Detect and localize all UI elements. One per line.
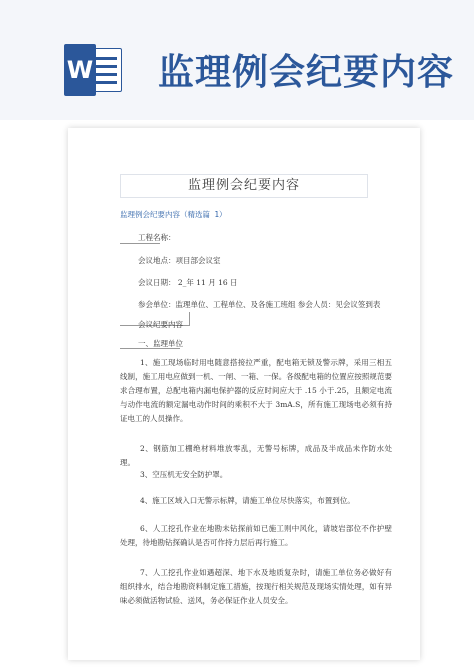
document-subtitle: 监理例会纪要内容（精选篇 1）	[120, 210, 227, 219]
header-banner	[0, 0, 474, 120]
item-4: 4、施工区域入口无警示标牌，请施工单位尽快落实，布置到位。	[140, 496, 355, 505]
section-one-heading: 一、监理单位	[138, 339, 183, 348]
item-1: 1、施工现场临时用电随意搭接拉严重，配电箱无锁及警示牌，采用三相五线制，施工用电应做到一机、一闸、一箱、一保。各级配电箱的位置应按照规范要求合理布置，总配电箱内漏电保护器的反应时间应大于 .15 小于.25，且额定电流与动作电流的额定漏电动作时间的乘积不大于 3mA.S，所有施工现场电必须有持证电工的人员操作。	[120, 358, 392, 423]
word-icon-letter: W	[64, 44, 96, 96]
meeting-date: 会议日期： 2_年 11 月 16 日	[138, 278, 238, 287]
project-name-underline	[120, 243, 160, 244]
meeting-participants: 参会单位：监理单位、工程单位、及各施工班组 参会人员：见会议签到表	[138, 300, 381, 309]
document-title: 监理例会纪要内容	[120, 174, 368, 198]
minutes-heading: 会议纪要内容	[138, 320, 183, 329]
word-document-icon	[64, 44, 126, 96]
project-name-field: 工程名称：	[138, 233, 176, 242]
document-page	[68, 128, 420, 660]
item-6: 6、人工挖孔作业在地勘未钻探前如已施工则中风化，请坡岩部位不作护壁处理，待地勘钻探确认是否可作持力层后再行施工。	[120, 524, 392, 547]
item-7: 7、人工挖孔作业如遇超深、地下水及地质复杂时，请施工单位务必做好有组织排水，结合地勘资料制定施工措施，按现行相关规范及现场实情处理，如有异味必须做活物试验、送风，务必保证作业人员安全。	[120, 568, 392, 605]
item-2: 2、钢筋加工棚绝材料堆放零乱，无警号标牌，成品及半成品未作防水处理。	[120, 444, 392, 467]
meeting-location: 会议地点：项目部会议室	[138, 256, 221, 265]
banner-title: 监理例会纪要内容	[158, 52, 455, 93]
item-3: 3、空压机无安全防护罩。	[140, 470, 228, 479]
